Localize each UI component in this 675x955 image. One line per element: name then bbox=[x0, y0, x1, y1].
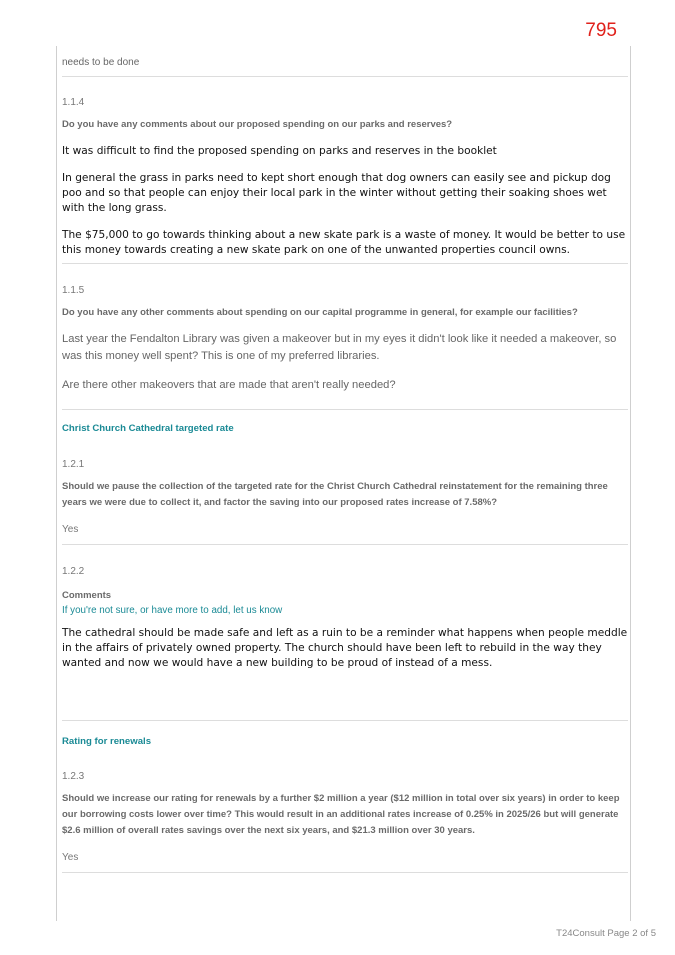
answer-value: Yes bbox=[62, 851, 79, 863]
question-text: Should we pause the collection of the targeted rate for the Christ Church Cathedral reinstatement for the remaining three years we were due to collect it, and factor the saving into our proposed rates increase of 7.58%? bbox=[62, 480, 608, 508]
question-label: Comments bbox=[62, 589, 112, 601]
question-number: 1.1.4 bbox=[62, 97, 85, 108]
section-title: Christ Church Cathedral targeted rate bbox=[62, 422, 234, 434]
question-text: Should we increase our rating for renewals by a further $2 million a year ($12 million in total over six years) in order to keep our borrowing costs lower over time? This would result in an additional rates increase of 0.25% in 2025/26 but will generate $2.6 million of overall rates savings over the next six years, and $21.3 million over 30 years. bbox=[62, 792, 620, 836]
question-number: 1.2.2 bbox=[62, 565, 85, 577]
divider bbox=[62, 544, 628, 545]
content-frame-right-border bbox=[630, 46, 631, 921]
content-frame-left-border bbox=[56, 46, 57, 921]
question-block-1-2-1 bbox=[62, 458, 628, 536]
answer-paragraph: Last year the Fendalton Library was given a makeover but in my eyes it didn't look like it needed a makeover, so was this money well spent? This is one of my preferred libraries. bbox=[62, 333, 617, 362]
answer-paragraph: In general the grass in parks need to kept short enough that dog owners can easily see and pickup dog poo and so that people can enjoy their local park in the winter without getting their soaking shoes wet with the long grass. bbox=[62, 172, 611, 214]
question-hint: If you're not sure, or have more to add, let us know bbox=[62, 604, 283, 616]
answer-value: Yes bbox=[62, 523, 79, 535]
divider bbox=[62, 409, 628, 410]
question-block-1-2-2 bbox=[62, 565, 628, 671]
section-title: Rating for renewals bbox=[62, 735, 152, 747]
divider bbox=[62, 872, 628, 873]
answer-paragraph: Are there other makeovers that are made that aren't really needed? bbox=[62, 379, 396, 391]
divider bbox=[62, 720, 628, 721]
question-block-1-2-3 bbox=[62, 770, 628, 864]
answer-paragraph: The cathedral should be made safe and left as a ruin to be a reminder what happens when people meddle in the affairs of privately owned property. The church should have been left to rebuild in the way they wanted and now we would have a new building to be proud of instead of a mess. bbox=[62, 626, 628, 669]
divider bbox=[62, 263, 628, 264]
question-text: Do you have any other comments about spending on our capital programme in general, for example our facilities? bbox=[62, 307, 578, 318]
answer-paragraph: It was difficult to find the proposed spending on parks and reserves in the booklet bbox=[62, 145, 497, 157]
page-stamp-number: 795 bbox=[585, 20, 617, 41]
answer-paragraph: The $75,000 to go towards thinking about a new skate park is a waste of money. It would be better to use this money towards creating a new skate park on one of the unwanted properties council owns. bbox=[62, 229, 626, 256]
continued-answer-text: needs to be done bbox=[62, 57, 140, 68]
question-block-1-1-4 bbox=[62, 96, 628, 258]
divider bbox=[62, 76, 628, 77]
question-block-1-1-5 bbox=[62, 284, 628, 394]
question-number: 1.1.5 bbox=[62, 285, 85, 296]
survey-response-content bbox=[62, 52, 628, 873]
question-number: 1.2.3 bbox=[62, 770, 85, 782]
question-number: 1.2.1 bbox=[62, 458, 85, 470]
page-footer: T24Consult Page 2 of 5 bbox=[556, 928, 656, 939]
question-text: Do you have any comments about our proposed spending on our parks and reserves? bbox=[62, 119, 453, 130]
